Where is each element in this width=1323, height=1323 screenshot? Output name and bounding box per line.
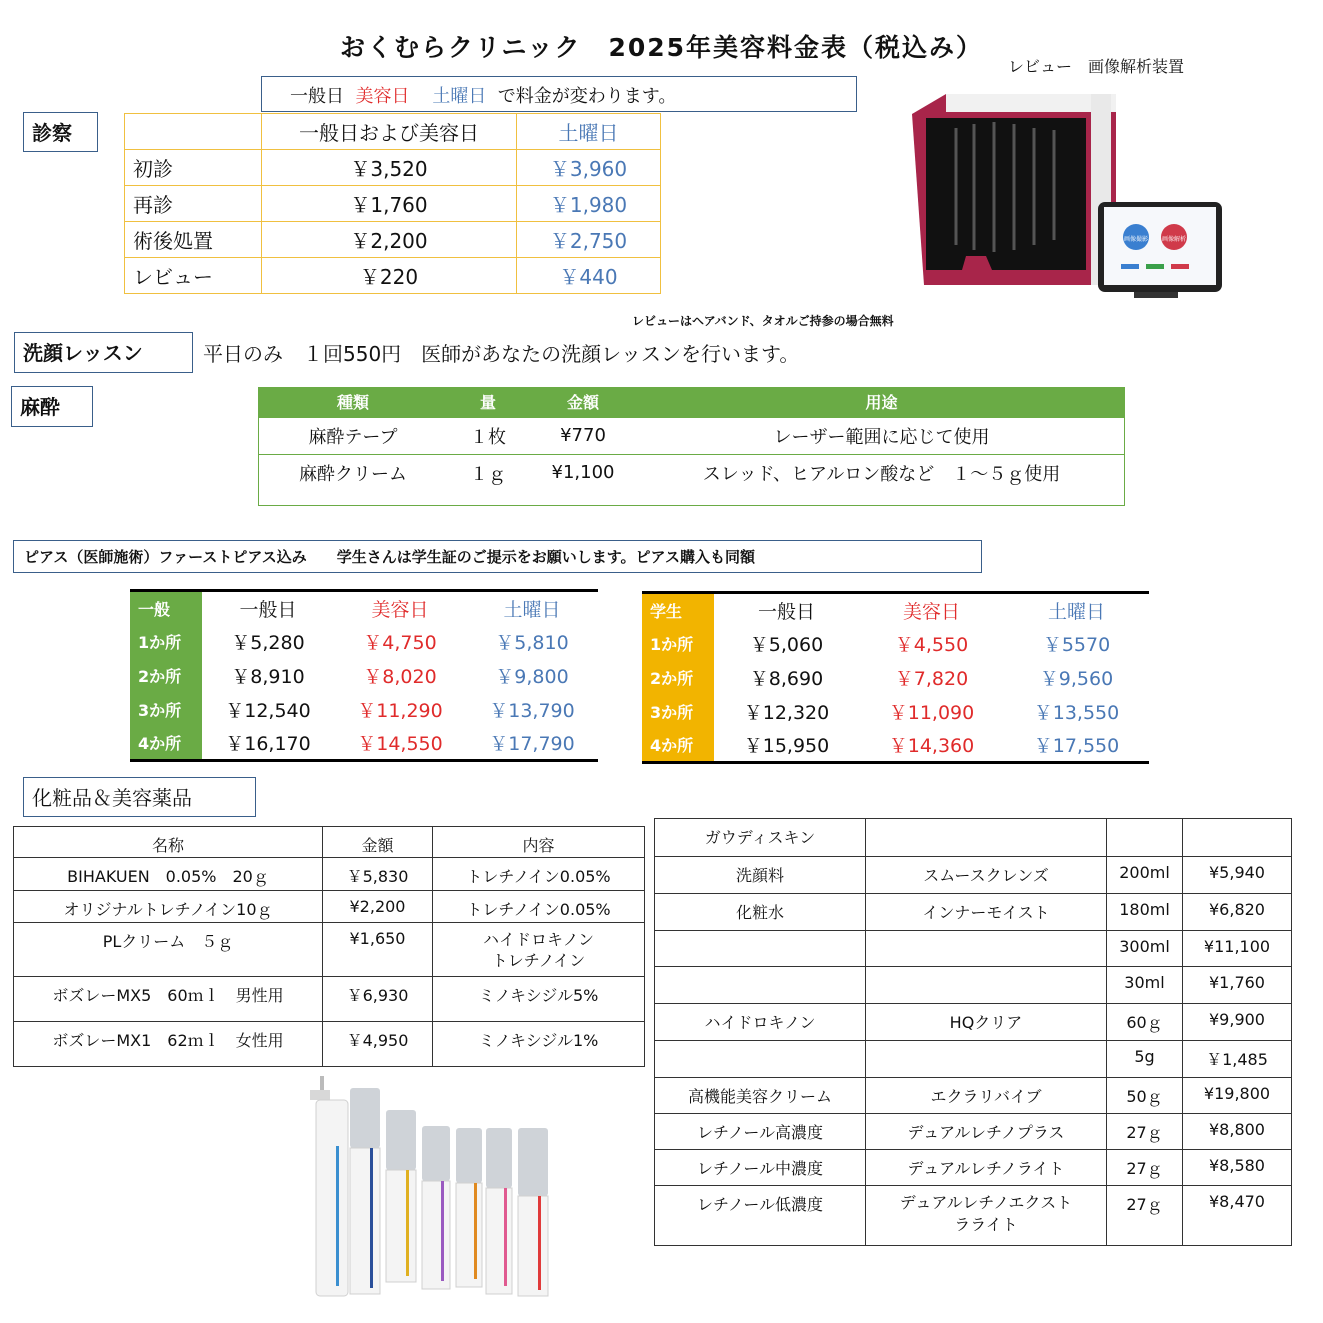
price-cell: ￥7,820	[894, 668, 969, 690]
price-cell: ￥17,790	[489, 733, 575, 756]
cosmetics-table	[13, 826, 645, 1067]
anesthesia-type: 麻酔テープ	[258, 417, 448, 454]
anesthesia-amount: １枚	[448, 417, 528, 454]
section-cosmetics: 化粧品＆美容薬品	[23, 777, 256, 817]
table-row	[655, 1150, 1292, 1186]
table-row	[655, 1041, 1292, 1078]
price-cell: ¥19,800	[1183, 1078, 1292, 1114]
category-cell: ハイドロキノン	[655, 1004, 866, 1041]
product-cell	[866, 1041, 1107, 1078]
price-cell: ￥220	[262, 258, 517, 294]
table-row	[14, 977, 645, 1022]
piercing-count: 4か所	[130, 727, 202, 761]
anesthesia-price: ¥770	[528, 417, 638, 454]
price-cell: ￥12,540	[225, 700, 311, 722]
price-cell: ￥2,750	[517, 222, 661, 258]
row-label: レビュー	[125, 258, 262, 294]
table-row	[130, 659, 598, 693]
table-row	[125, 258, 661, 294]
table-row	[655, 967, 1292, 1004]
piercing-count: 3か所	[642, 695, 714, 729]
piercing-count: 1か所	[642, 627, 714, 661]
header-cell: 内容	[433, 827, 645, 858]
section-lesson: 洗顔レッスン	[14, 332, 193, 373]
price-cell: ￥2,200	[262, 222, 517, 258]
row-label: 術後処置	[125, 222, 262, 258]
table-row	[655, 1004, 1292, 1041]
header-cell: 一般日	[757, 600, 815, 623]
price-cell: ¥8,800	[1183, 1114, 1292, 1150]
price-cell: ¥8,470	[1183, 1186, 1292, 1246]
price-cell: ￥13,550	[1033, 702, 1120, 724]
price-cell: ￥17,550	[1033, 735, 1120, 758]
product-cell: エクラリバイブ	[866, 1078, 1107, 1114]
section-consultation: 診察	[23, 112, 98, 152]
device-screen-button-left: 画像撮影	[1123, 236, 1149, 243]
product-cell	[866, 967, 1107, 1004]
category-cell: レチノール低濃度	[655, 1186, 866, 1246]
price-cell: ￥9,800	[495, 666, 569, 688]
lesson-text: 平日のみ １回550円 医師があなたの洗顔レッスンを行います。	[203, 342, 800, 366]
price-cell: ￥15,950	[743, 735, 830, 758]
volume-cell: 27ｇ	[1107, 1150, 1183, 1186]
product-content: ミノキシジル1%	[433, 1022, 645, 1067]
table-row	[14, 1022, 645, 1067]
section-anesthesia: 麻酔	[11, 386, 93, 427]
price-cell: ￥14,550	[357, 733, 443, 756]
volume-cell: 300ml	[1107, 931, 1183, 967]
header-cell: 種類	[258, 387, 448, 417]
gaudi-skin-table	[654, 818, 1292, 1246]
day-note-suffix: で料金が変わります。	[497, 86, 677, 107]
header-cell: 土曜日	[1047, 600, 1105, 623]
price-cell: ￥5570	[1042, 634, 1111, 656]
table-row	[14, 858, 645, 891]
price-cell: ￥1,980	[517, 186, 661, 222]
table-row	[642, 729, 1149, 763]
review-note: レビューはヘアバンド、タオルご持参の場合無料	[632, 314, 894, 328]
price-cell: ￥8,910	[231, 666, 305, 688]
product-cell: インナーモイスト	[866, 894, 1107, 931]
product-price: ￥5,830	[323, 858, 433, 891]
piercing-count: 1か所	[130, 625, 202, 659]
table-row	[655, 1078, 1292, 1114]
piercing-group-label: 学生	[642, 593, 714, 627]
price-cell: ￥440	[517, 258, 661, 294]
header-cell: 一般日	[239, 598, 297, 621]
table-header-row	[258, 387, 1125, 417]
product-name: PLクリーム ５ｇ	[14, 923, 323, 977]
table-row	[655, 1114, 1292, 1150]
volume-cell: 27ｇ	[1107, 1114, 1183, 1150]
price-cell: ￥3,960	[517, 150, 661, 186]
price-cell: ￥11,090	[888, 702, 975, 724]
product-cell: スムースクレンズ	[866, 857, 1107, 894]
category-cell	[655, 1041, 866, 1078]
product-content: ミノキシジル5%	[433, 977, 645, 1022]
anesthesia-usage: スレッド、ヒアルロン酸など １～５ｇ使用	[638, 454, 1125, 491]
table-row	[655, 894, 1292, 931]
table-row	[642, 627, 1149, 661]
header-cell: 金額	[528, 387, 638, 417]
volume-cell: 180ml	[1107, 894, 1183, 931]
category-cell: レチノール中濃度	[655, 1150, 866, 1186]
table-header-row	[642, 593, 1149, 627]
table-row	[130, 625, 598, 659]
device-screen-button-right: 画像解析	[1161, 236, 1187, 243]
header-cell: 一般日および美容日	[262, 114, 517, 150]
product-price: ¥2,200	[323, 891, 433, 923]
header-cell: 土曜日	[503, 598, 561, 621]
table-header-row	[125, 114, 661, 150]
product-cell: デュアルレチノライト	[866, 1150, 1107, 1186]
product-name: ボズレーMX1 62ｍｌ 女性用	[14, 1022, 323, 1067]
header-cell: 金額	[323, 827, 433, 858]
piercing-group-label: 一般	[130, 591, 202, 625]
table-row	[258, 417, 1125, 454]
price-cell: ￥4,750	[363, 632, 437, 654]
table-row	[125, 186, 661, 222]
category-cell: レチノール高濃度	[655, 1114, 866, 1150]
piercing-count: 3か所	[130, 693, 202, 727]
product-name: ボズレーMX5 60ｍｌ 男性用	[14, 977, 323, 1022]
table-row	[655, 857, 1292, 894]
anesthesia-table	[258, 387, 1125, 491]
piercing-count: 2か所	[642, 661, 714, 695]
product-content: トレチノイン0.05%	[433, 891, 645, 923]
header-cell: 量	[448, 387, 528, 417]
device-caption: レビュー 画像解析装置	[1008, 57, 1185, 76]
price-cell: ￥9,560	[1039, 668, 1114, 690]
anesthesia-usage: レーザー範囲に応じて使用	[638, 417, 1125, 454]
table-row	[14, 923, 645, 977]
day-type-note	[261, 76, 857, 112]
price-cell: ￥8,020	[363, 666, 437, 688]
category-cell: 洗顔料	[655, 857, 866, 894]
price-cell: ￥1,760	[262, 186, 517, 222]
table-row	[125, 150, 661, 186]
day-saturday: 土曜日	[432, 86, 487, 107]
price-cell: ¥6,820	[1183, 894, 1292, 931]
product-name: BIHAKUEN 0.05% 20ｇ	[14, 858, 323, 891]
price-cell: ¥9,900	[1183, 1004, 1292, 1041]
skincare-bottles-icon	[306, 1076, 556, 1298]
day-general: 一般日	[290, 86, 344, 107]
table-row	[14, 891, 645, 923]
category-cell	[655, 931, 866, 967]
product-cell: デュアルレチノエクスト ラライト	[866, 1186, 1107, 1246]
price-cell: ¥11,100	[1183, 931, 1292, 967]
price-cell: ￥16,170	[225, 733, 311, 756]
piercing-general-table	[130, 589, 598, 762]
table-row	[642, 661, 1149, 695]
header-cell: 用途	[638, 387, 1125, 417]
header-cell: 美容日	[371, 598, 429, 621]
volume-cell: 5g	[1107, 1041, 1183, 1078]
table-row	[258, 454, 1125, 491]
anesthesia-type: 麻酔クリーム	[258, 454, 448, 491]
price-cell: ￥5,280	[231, 632, 305, 654]
anesthesia-price: ¥1,100	[528, 454, 638, 491]
volume-cell: 50ｇ	[1107, 1078, 1183, 1114]
piercing-count: 2か所	[130, 659, 202, 693]
product-cell: デュアルレチノプラス	[866, 1114, 1107, 1150]
header-cell: 土曜日	[517, 114, 661, 150]
volume-cell: 30ml	[1107, 967, 1183, 1004]
piercing-student-table	[642, 591, 1149, 764]
volume-cell	[1107, 819, 1183, 857]
header-cell	[125, 114, 262, 150]
product-content: トレチノイン0.05%	[433, 858, 645, 891]
price-cell: ￥14,360	[888, 735, 975, 758]
price-cell: ￥1,485	[1183, 1041, 1292, 1078]
price-cell: ￥3,520	[262, 150, 517, 186]
product-cell	[866, 819, 1107, 857]
price-cell: ¥5,940	[1183, 857, 1292, 894]
price-cell: ￥5,810	[495, 632, 569, 654]
table-row	[655, 819, 1292, 857]
image-analysis-device-icon	[906, 80, 1242, 316]
category-cell: 高機能美容クリーム	[655, 1078, 866, 1114]
table-row	[655, 931, 1292, 967]
price-cell: ￥4,550	[894, 634, 969, 656]
table-row	[642, 695, 1149, 729]
product-cell: HQクリア	[866, 1004, 1107, 1041]
price-cell: ¥1,760	[1183, 967, 1292, 1004]
row-label: 再診	[125, 186, 262, 222]
price-cell: ￥12,320	[743, 702, 830, 724]
table-row	[125, 222, 661, 258]
table-row	[130, 727, 598, 761]
row-label: 初診	[125, 150, 262, 186]
category-cell	[655, 967, 866, 1004]
price-cell: ¥8,580	[1183, 1150, 1292, 1186]
price-cell: ￥13,790	[489, 700, 575, 722]
day-beauty: 美容日	[355, 86, 410, 107]
header-cell: 名称	[14, 827, 323, 858]
piercing-heading: ピアス（医師施術）ファーストピアス込み 学生さんは学生証のご提示をお願いします。ピアス購入も同額	[13, 540, 982, 573]
product-price: ￥4,950	[323, 1022, 433, 1067]
consultation-table	[124, 113, 661, 294]
price-cell: ￥5,060	[749, 634, 824, 656]
category-cell: 化粧水	[655, 894, 866, 931]
price-cell	[1183, 819, 1292, 857]
piercing-count: 4か所	[642, 729, 714, 763]
table-row	[130, 693, 598, 727]
price-cell: ￥8,690	[749, 668, 824, 690]
table-header-row	[14, 827, 645, 858]
product-price: ￥6,930	[323, 977, 433, 1022]
table-row	[655, 1186, 1292, 1246]
volume-cell: 60ｇ	[1107, 1004, 1183, 1041]
product-cell	[866, 931, 1107, 967]
product-price: ¥1,650	[323, 923, 433, 977]
volume-cell: 27ｇ	[1107, 1186, 1183, 1246]
header-cell: 美容日	[902, 600, 960, 623]
page-title: おくむらクリニック 2025年美容料金表（税込み）	[339, 33, 984, 62]
volume-cell: 200ml	[1107, 857, 1183, 894]
anesthesia-amount: １ｇ	[448, 454, 528, 491]
table-header-row	[130, 591, 598, 625]
price-cell: ￥11,290	[357, 700, 443, 722]
product-name: オリジナルトレチノイン10ｇ	[14, 891, 323, 923]
category-cell: ガウディスキン	[655, 819, 866, 857]
product-content: ハイドロキノン トレチノイン	[433, 923, 645, 977]
